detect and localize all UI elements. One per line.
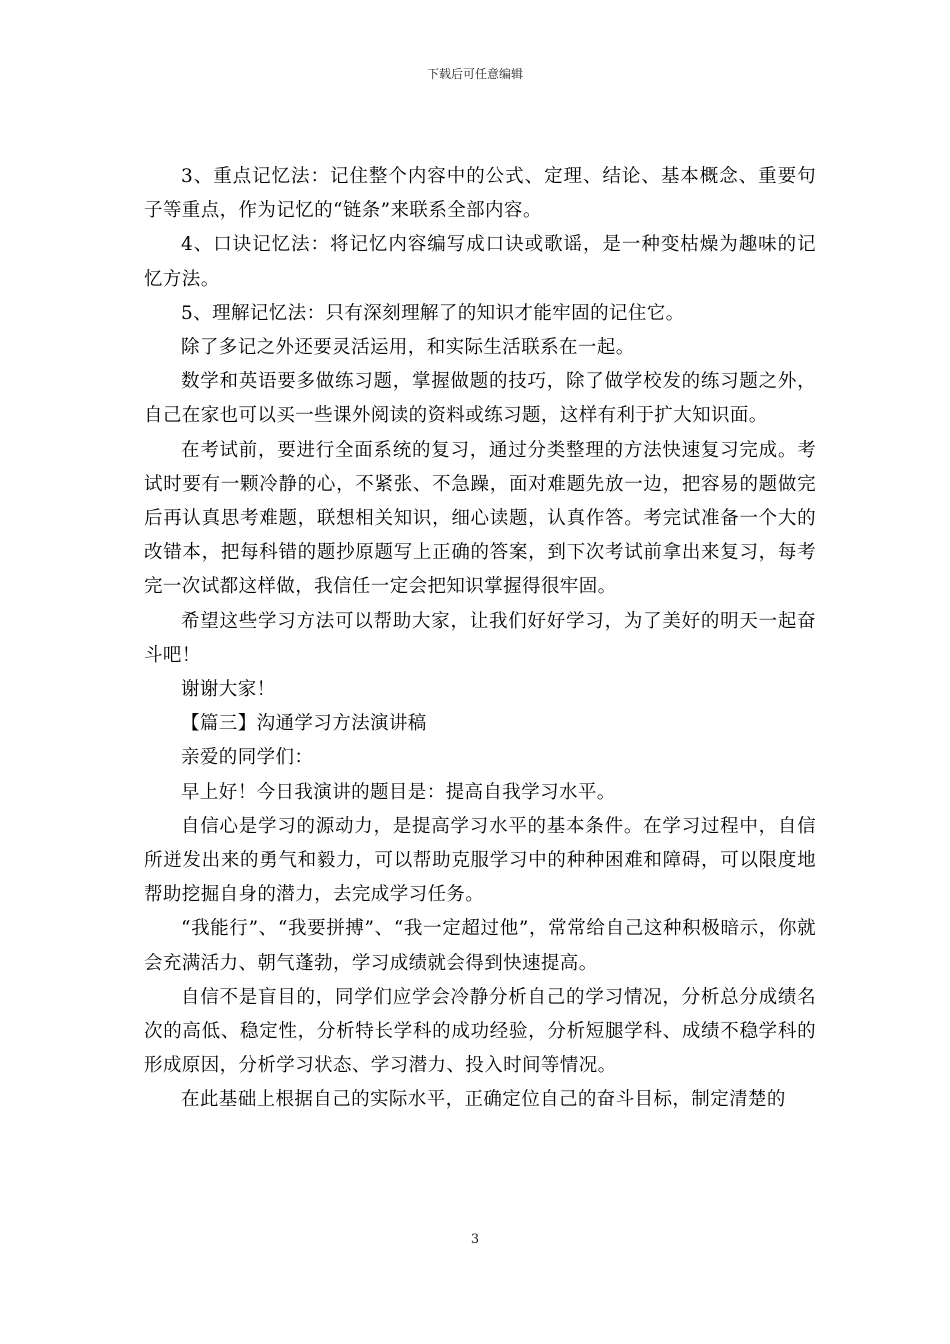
paragraph: 自信心是学习的源动力，是提高学习水平的基本条件。在学习过程中，自信所迸发出来的勇气和毅力，可以帮助克服学习中的种种困难和障碍，可以限度地帮助挖掘自身的潜力，去完成学习任务。 [144,815,816,906]
paragraph: 3、重点记忆法：记住整个内容中的公式、定理、结论、基本概念、重要句子等重点，作为记忆的“链条”来联系全部内容。 [144,166,816,222]
paragraph: 4、口诀记忆法：将记忆内容编写成口诀或歌谣，是一种变枯燥为趣味的记忆方法。 [144,234,816,290]
paragraph: 在考试前，要进行全面系统的复习，通过分类整理的方法快速复习完成。考试时要有一颗冷静的心，不紧张、不急躁，面对难题先放一边，把容易的题做完后再认真思考难题，联想相关知识，细心读题，认真作答。考完试准备一个大的改错本，把每科错的题抄原题写上正确的答案，到下次考试前拿出来复习，每考完一次试都这样做，我信任一定会把知识掌握得很牢固。 [144,439,816,598]
paragraph: 谢谢大家！ [181,679,276,701]
paragraph: 早上好！今日我演讲的题目是：提高自我学习水平。 [181,781,616,803]
paragraph: 数学和英语要多做练习题，掌握做题的技巧，除了做学校发的练习题之外，自己在家也可以买一些课外阅读的资料或练习题，这样有利于扩大知识面。 [144,371,816,427]
paragraph: “我能行”、“我要拼搏”、“我一定超过他”，常常给自己这种积极暗示，你就会充满活力、朝气蓬勃，学习成绩就会得到快速提高。 [144,918,816,974]
paragraph: 自信不是盲目的，同学们应学会冷静分析自己的学习情况，分析总分成绩名次的高低、稳定性，分析特长学科的成功经验，分析短腿学科、成绩不稳学科的形成原因，分析学习状态、学习潜力、投入时间等情况。 [144,986,816,1077]
page-header: 下载后可任意编辑 [426,67,523,81]
page-number: 3 [470,1232,480,1247]
paragraph: 希望这些学习方法可以帮助大家，让我们好好学习，为了美好的明天一起奋斗吧！ [144,610,816,666]
paragraph: 亲爱的同学们： [181,747,314,769]
paragraph: 5、理解记忆法：只有深刻理解了的知识才能牢固的记住它。 [181,302,685,324]
paragraph: 除了多记之外还要灵活运用，和实际生活联系在一起。 [181,337,635,359]
paragraph: 在此基础上根据自己的实际水平，正确定位自己的奋斗目标，制定清楚的 [181,1089,786,1111]
document-body [144,160,816,1118]
section-heading: 【篇三】沟通学习方法演讲稿 [181,713,427,735]
